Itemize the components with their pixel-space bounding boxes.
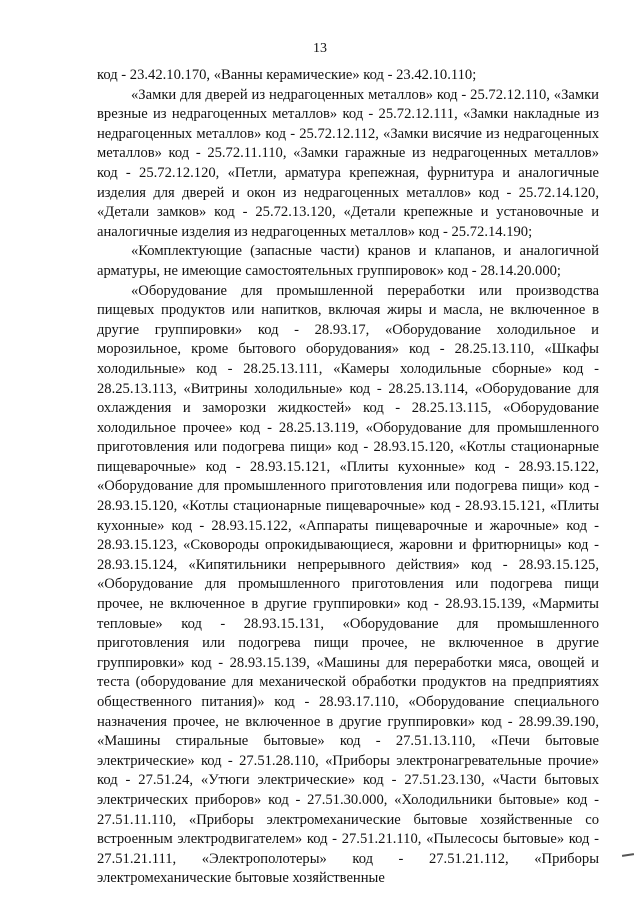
paragraph-locks: «Замки для дверей из недрагоценных металлов» код - 25.72.12.110, «Замки врезные из недрагоценных металлов» код - 25.72.12.111, «Замки накладные из недрагоценных металлов» код - 25.72.12.112, «Замки висячие из недрагоценных металлов» код - 25.72.11.110, «Замки гаражные из недрагоценных металлов» код - 25.72.12.120, «Петли, арматура крепежная, фурнитура и аналогичные изделия для дверей и окон из недрагоценных металлов» код - 25.72.14.120, «Детали замков» код - 25.72.13.120, «Детали крепежные и установочные и аналогичные изделия из недрагоценных металлов» код - 25.72.14.190; — [97, 86, 599, 240]
scan-artifact-mark — [622, 853, 634, 857]
page-number: 13 — [313, 41, 327, 56]
document-body — [97, 66, 599, 889]
paragraph-food-equipment: «Оборудование для промышленной переработки или производства пищевых продуктов или напитков, включая жиры и масла, не включенное в другие группировки» код - 28.93.17, «Оборудование холодильное и морозильное, кроме бытового оборудования» код - 28.25.13.110, «Шкафы холодильные» код - 28.25.13.111, «Камеры холодильные сборные» код - 28.25.13.113, «Витрины холодильные» код - 28.25.13.114, «Оборудование для охлаждения и заморозки жидкостей» код - 28.25.13.115, «Оборудование холодильное прочее» код - 28.25.13.119, «Оборудование для промышленного приготовления или подогрева пищи» код - 28.93.15.120, «Котлы стационарные пищеварочные» код - 28.93.15.121, «Плиты кухонные» код - 28.93.15.122, «Оборудование для промышленного приготовления или подогрева пищи» код - 28.93.15.120, «Котлы стационарные пищеварочные» код - 28.93.15.121, «Плиты кухонные» код - 28.93.15.122, «Аппараты пищеварочные и жарочные» код - 28.93.15.123, «Сковороды опрокидывающиеся, жаровни и фритюрницы» код - 28.93.15.124, «Кипятильники непрерывного действия» код - 28.93.15.125, «Оборудование для промышленного приготовления или подогрева пищи прочее, не включенное в другие группировки» код - 28.93.15.139, «Мармиты тепловые» код - 28.93.15.131, «Оборудование для промышленного приготовления или подогрева пищи прочее, не включенное в другие группировки» код - 28.93.15.139, «Машины для переработки мяса, овощей и теста (оборудование для механической обработки продуктов на предприятиях общественного питания)» код - 28.93.17.110, «Оборудование специального назначения прочее, не включенное в другие группировки» код - 28.99.39.190, «Машины стиральные бытовые» код - 27.51.13.110, «Печи бытовые электрические» код - 27.51.28.110, «Приборы электронагревательные прочие» код - 27.51.24, «Утюги электрические» код - 27.51.23.130, «Части бытовых электрических приборов» код - 27.51.30.000, «Холодильники бытовые» код - 27.51.11.110, «Приборы электромеханические бытовые хозяйственные со встроенным электродвигателем» код - 27.51.21.110, «Пылесосы бытовые» код - 27.51.21.111, «Электрополотеры» код - 27.51.21.112, «Приборы электромеханические бытовые хозяйственные — [97, 282, 599, 887]
paragraph-continuation: код - 23.42.10.170, «Ванны керамические» код - 23.42.10.110; — [97, 67, 477, 83]
paragraph-valve-parts: «Комплектующие (запасные части) кранов и клапанов, и аналогичной арматуры, не имеющие самостоятельных группировок» код - 28.14.20.000; — [97, 243, 599, 279]
